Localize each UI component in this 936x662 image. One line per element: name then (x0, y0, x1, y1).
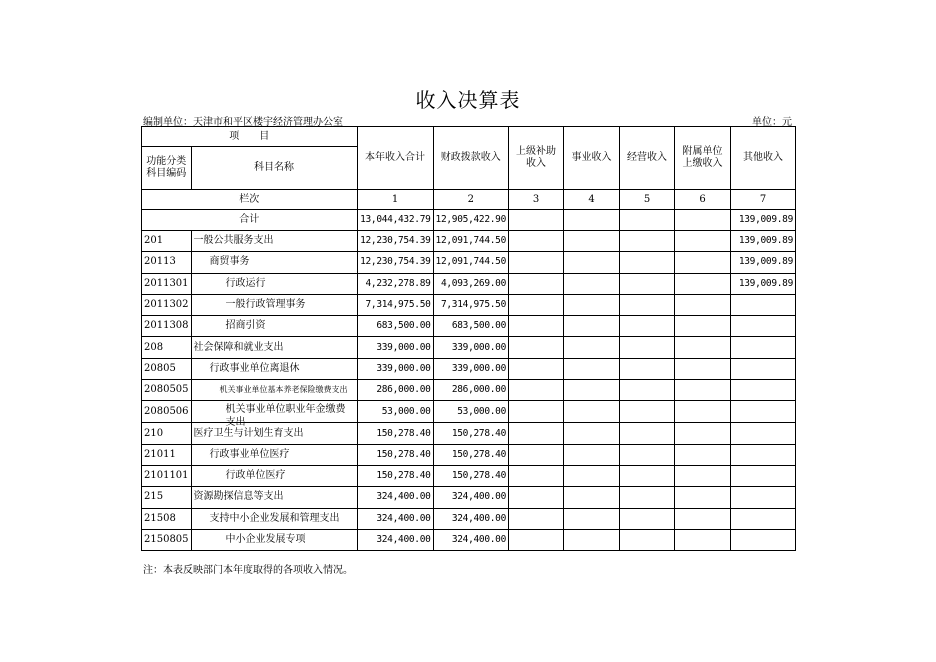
table-row (142, 294, 796, 315)
fiscal-amount: 12,905,422.90 (433, 210, 508, 231)
superior-amount (509, 294, 564, 315)
other-amount (731, 529, 796, 550)
total-amount: 324,400.00 (357, 508, 433, 529)
business-amount (564, 294, 620, 315)
affiliated-amount (675, 401, 731, 423)
fiscal-amount: 12,091,744.50 (433, 252, 508, 273)
affiliated-amount (675, 273, 731, 294)
func-code: 20805 (142, 358, 192, 379)
table-row (142, 337, 796, 358)
operating-amount (620, 423, 675, 444)
total-amount: 324,400.00 (357, 529, 433, 550)
fiscal-amount: 339,000.00 (433, 358, 508, 379)
table-row (142, 358, 796, 379)
func-code: 2080506 (142, 401, 192, 423)
superior-amount (509, 423, 564, 444)
operating-amount (620, 294, 675, 315)
other-amount (731, 294, 796, 315)
affiliated-amount (675, 231, 731, 252)
fiscal-amount: 339,000.00 (433, 337, 508, 358)
other-amount: 139,009.89 (731, 210, 796, 231)
superior-amount (509, 210, 564, 231)
subject-name: 行政事业单位医疗 (191, 444, 357, 465)
business-amount (564, 252, 620, 273)
affiliated-amount (675, 337, 731, 358)
subject-name-header: 科目名称 (191, 147, 357, 190)
func-code: 2011302 (142, 294, 192, 315)
col-fiscal-header: 财政拨款收入 (433, 127, 508, 190)
total-amount: 339,000.00 (357, 337, 433, 358)
column-no: 6 (675, 190, 731, 210)
col-superior-header: 上级补助 收入 (509, 127, 564, 190)
superior-amount (509, 508, 564, 529)
column-no-label: 栏次 (142, 190, 358, 210)
business-amount (564, 465, 620, 486)
func-code: 2101101 (142, 465, 192, 486)
business-amount (564, 380, 620, 401)
income-table (141, 126, 796, 551)
operating-amount (620, 444, 675, 465)
affiliated-amount (675, 358, 731, 379)
func-code: 2080505 (142, 380, 192, 401)
fiscal-amount: 286,000.00 (433, 380, 508, 401)
table-row (142, 231, 796, 252)
func-code: 20113 (142, 252, 192, 273)
superior-amount (509, 252, 564, 273)
column-no: 2 (433, 190, 508, 210)
reporting-unit: 编制单位：天津市和平区楼宇经济管理办公室 (143, 117, 343, 128)
superior-amount (509, 487, 564, 508)
col-operating-header: 经营收入 (620, 127, 675, 190)
fiscal-amount: 7,314,975.50 (433, 294, 508, 315)
operating-amount (620, 252, 675, 273)
func-code: 2011301 (142, 273, 192, 294)
total-amount: 7,314,975.50 (357, 294, 433, 315)
total-amount: 324,400.00 (357, 487, 433, 508)
subject-name: 中小企业发展专项 (191, 529, 357, 550)
subject-name: 社会保障和就业支出 (191, 337, 357, 358)
total-amount: 150,278.40 (357, 465, 433, 486)
business-amount (564, 231, 620, 252)
other-amount (731, 401, 796, 423)
fiscal-amount: 150,278.40 (433, 444, 508, 465)
business-amount (564, 423, 620, 444)
business-amount (564, 487, 620, 508)
superior-amount (509, 380, 564, 401)
business-amount (564, 401, 620, 423)
other-amount (731, 380, 796, 401)
other-amount: 139,009.89 (731, 273, 796, 294)
table-row (142, 465, 796, 486)
affiliated-amount (675, 210, 731, 231)
total-amount: 150,278.40 (357, 423, 433, 444)
operating-amount (620, 465, 675, 486)
col-total-header: 本年收入合计 (357, 127, 433, 190)
operating-amount (620, 380, 675, 401)
table-row (142, 273, 796, 294)
subject-name: 行政运行 (191, 273, 357, 294)
subject-name: 一般行政管理事务 (191, 294, 357, 315)
other-amount (731, 444, 796, 465)
superior-amount (509, 358, 564, 379)
table-row (142, 316, 796, 337)
affiliated-amount (675, 444, 731, 465)
table-row (142, 401, 796, 423)
fiscal-amount: 683,500.00 (433, 316, 508, 337)
other-amount (731, 508, 796, 529)
func-code: 21011 (142, 444, 192, 465)
business-amount (564, 316, 620, 337)
other-amount (731, 423, 796, 444)
subject-name: 招商引资 (191, 316, 357, 337)
func-code: 208 (142, 337, 192, 358)
operating-amount (620, 231, 675, 252)
func-code: 2150805 (142, 529, 192, 550)
func-code: 215 (142, 487, 192, 508)
superior-amount (509, 316, 564, 337)
total-amount: 13,044,432.79 (357, 210, 433, 231)
total-row (142, 210, 796, 231)
affiliated-amount (675, 252, 731, 273)
affiliated-amount (675, 294, 731, 315)
currency-unit: 单位：元 (752, 117, 792, 128)
affiliated-amount (675, 423, 731, 444)
affiliated-amount (675, 487, 731, 508)
affiliated-amount (675, 316, 731, 337)
other-amount: 139,009.89 (731, 252, 796, 273)
affiliated-amount (675, 508, 731, 529)
business-amount (564, 508, 620, 529)
col-business-header: 事业收入 (564, 127, 620, 190)
fiscal-amount: 324,400.00 (433, 508, 508, 529)
subject-name: 行政单位医疗 (191, 465, 357, 486)
business-amount (564, 529, 620, 550)
subject-name: 机关事业单位职业年金缴费支出 (191, 401, 357, 423)
func-code: 210 (142, 423, 192, 444)
column-no: 1 (357, 190, 433, 210)
other-amount: 139,009.89 (731, 231, 796, 252)
other-amount (731, 337, 796, 358)
col-other-header: 其他收入 (731, 127, 796, 190)
superior-amount (509, 337, 564, 358)
fiscal-amount: 150,278.40 (433, 423, 508, 444)
affiliated-amount (675, 465, 731, 486)
subject-name: 支持中小企业发展和管理支出 (191, 508, 357, 529)
other-amount (731, 487, 796, 508)
fiscal-amount: 150,278.40 (433, 465, 508, 486)
items-header: 项 目 (142, 127, 358, 147)
total-amount: 4,232,278.89 (357, 273, 433, 294)
column-no: 3 (509, 190, 564, 210)
func-code-header: 功能分类 科目编码 (142, 147, 192, 190)
superior-amount (509, 401, 564, 423)
page-title: 收入决算表 (415, 88, 521, 112)
subject-name: 医疗卫生与计划生育支出 (191, 423, 357, 444)
operating-amount (620, 210, 675, 231)
table-row (142, 252, 796, 273)
table-row (142, 444, 796, 465)
fiscal-amount: 12,091,744.50 (433, 231, 508, 252)
operating-amount (620, 337, 675, 358)
operating-amount (620, 401, 675, 423)
total-amount: 683,500.00 (357, 316, 433, 337)
col-affiliated-header: 附属单位 上缴收入 (675, 127, 731, 190)
operating-amount (620, 508, 675, 529)
business-amount (564, 210, 620, 231)
subject-name: 行政事业单位离退休 (191, 358, 357, 379)
total-amount: 150,278.40 (357, 444, 433, 465)
table-row (142, 487, 796, 508)
func-code: 201 (142, 231, 192, 252)
subject-name: 一般公共服务支出 (191, 231, 357, 252)
fiscal-amount: 324,400.00 (433, 529, 508, 550)
affiliated-amount (675, 529, 731, 550)
table-row (142, 380, 796, 401)
func-code: 2011308 (142, 316, 192, 337)
subject-name: 资源勘探信息等支出 (191, 487, 357, 508)
operating-amount (620, 358, 675, 379)
total-amount: 12,230,754.39 (357, 252, 433, 273)
business-amount (564, 358, 620, 379)
total-label: 合计 (142, 210, 358, 231)
operating-amount (620, 487, 675, 508)
table-row (142, 529, 796, 550)
total-amount: 286,000.00 (357, 380, 433, 401)
other-amount (731, 358, 796, 379)
superior-amount (509, 273, 564, 294)
table-row (142, 508, 796, 529)
other-amount (731, 465, 796, 486)
column-no: 7 (731, 190, 796, 210)
superior-amount (509, 231, 564, 252)
superior-amount (509, 465, 564, 486)
other-amount (731, 316, 796, 337)
total-amount: 12,230,754.39 (357, 231, 433, 252)
func-code: 21508 (142, 508, 192, 529)
affiliated-amount (675, 380, 731, 401)
subject-name: 机关事业单位基本养老保险缴费支出 (191, 380, 357, 401)
fiscal-amount: 4,093,269.00 (433, 273, 508, 294)
total-amount: 53,000.00 (357, 401, 433, 423)
superior-amount (509, 529, 564, 550)
column-no: 4 (564, 190, 620, 210)
operating-amount (620, 316, 675, 337)
subject-name: 商贸事务 (191, 252, 357, 273)
operating-amount (620, 529, 675, 550)
fiscal-amount: 324,400.00 (433, 487, 508, 508)
footnote: 注：本表反映部门本年度取得的各项收入情况。 (143, 565, 353, 576)
column-no: 5 (620, 190, 675, 210)
total-amount: 339,000.00 (357, 358, 433, 379)
operating-amount (620, 273, 675, 294)
business-amount (564, 444, 620, 465)
fiscal-amount: 53,000.00 (433, 401, 508, 423)
superior-amount (509, 444, 564, 465)
business-amount (564, 337, 620, 358)
business-amount (564, 273, 620, 294)
